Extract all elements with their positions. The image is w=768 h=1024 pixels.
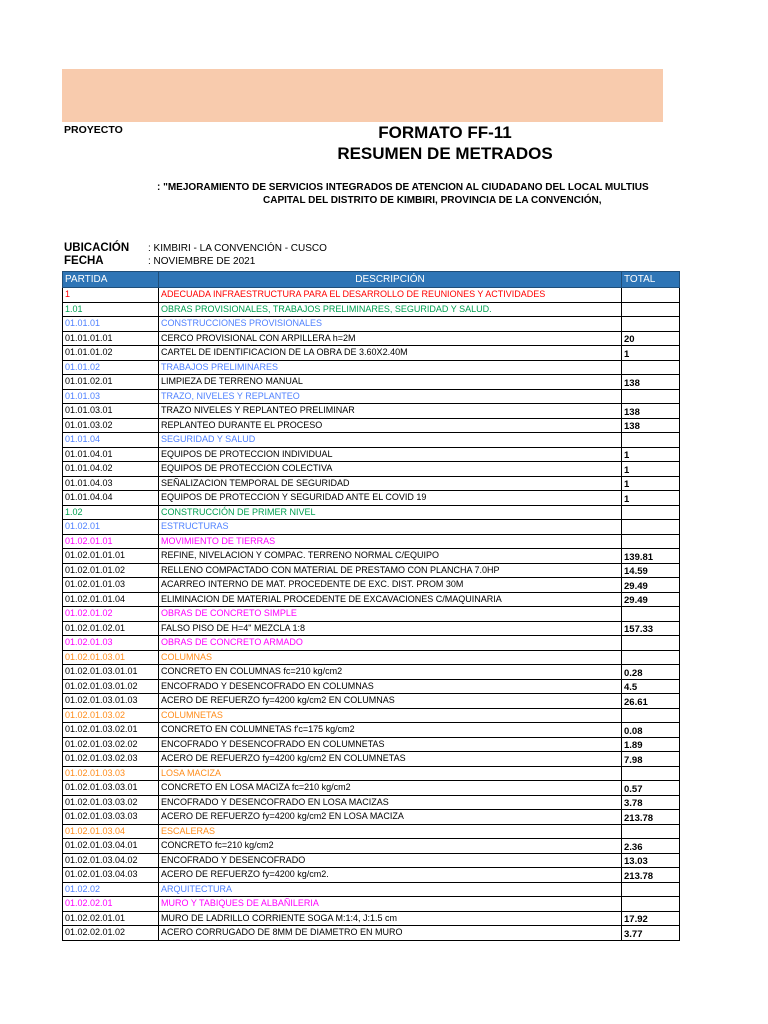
description-cell: REPLANTEO DURANTE EL PROCESO	[159, 418, 622, 433]
partida-cell: 01.02.01.03	[63, 636, 159, 651]
partida-cell: 01.02.01.03.02.01	[63, 723, 159, 738]
partida-cell: 01.02.01.03.01.03	[63, 694, 159, 709]
partida-cell: 01.01.01.02	[63, 346, 159, 361]
total-cell: 138	[622, 404, 680, 419]
table-row	[63, 694, 680, 709]
description-cell: ACERO DE REFUERZO fy=4200 kg/cm2.	[159, 868, 622, 883]
table-row	[63, 911, 680, 926]
total-cell	[622, 882, 680, 897]
metrados-table	[62, 271, 680, 941]
total-cell: 4.5	[622, 679, 680, 694]
partida-cell: 01.02.01.03.04	[63, 824, 159, 839]
description-cell: REFINE, NIVELACION Y COMPAC. TERRENO NORMAL C/EQUIPO	[159, 549, 622, 564]
partida-cell: 01.01.03.02	[63, 418, 159, 433]
total-cell: 157.33	[622, 621, 680, 636]
total-cell: 1	[622, 476, 680, 491]
header-banner	[62, 69, 663, 122]
table-row	[63, 868, 680, 883]
description-cell: SEÑALIZACION TEMPORAL DE SEGURIDAD	[159, 476, 622, 491]
table-row	[63, 839, 680, 854]
total-cell	[622, 607, 680, 622]
table-row	[63, 505, 680, 520]
partida-cell: 01.02.01.01.02	[63, 563, 159, 578]
table-row	[63, 621, 680, 636]
table-row	[63, 520, 680, 535]
description-cell: ESTRUCTURAS	[159, 520, 622, 535]
description-cell: ACERO DE REFUERZO fy=4200 kg/cm2 EN COLUMNETAS	[159, 752, 622, 767]
table-row	[63, 563, 680, 578]
description-cell: MURO DE LADRILLO CORRIENTE SOGA M:1:4, J:1.5 cm	[159, 911, 622, 926]
form-title: FORMATO FF-11	[378, 123, 512, 142]
description-cell: OBRAS DE CONCRETO SIMPLE	[159, 607, 622, 622]
description-cell: CONCRETO EN LOSA MACIZA fc=210 kg/cm2	[159, 781, 622, 796]
total-cell	[622, 302, 680, 317]
description-cell: CONSTRUCCIÓN DE PRIMER NIVEL	[159, 505, 622, 520]
table-row	[63, 433, 680, 448]
partida-cell: 01.01.04.04	[63, 491, 159, 506]
table-row	[63, 766, 680, 781]
total-cell	[622, 360, 680, 375]
table-row	[63, 679, 680, 694]
table-row	[63, 897, 680, 912]
total-cell: 213.78	[622, 810, 680, 825]
description-cell: CONCRETO fc=210 kg/cm2	[159, 839, 622, 854]
description-cell: ELIMINACION DE MATERIAL PROCEDENTE DE EXCAVACIONES C/MAQUINARIA	[159, 592, 622, 607]
description-cell: ENCOFRADO Y DESENCOFRADO	[159, 853, 622, 868]
table-row	[63, 317, 680, 332]
total-cell: 3.77	[622, 926, 680, 941]
project-name-line2: CAPITAL DEL DISTRITO DE KIMBIRI, PROVINCIA DE LA CONVENCIÓN,	[263, 195, 602, 206]
column-header-partida: PARTIDA	[63, 272, 159, 288]
table-row	[63, 723, 680, 738]
description-cell: ACERO DE REFUERZO fy=4200 kg/cm2 EN COLUMNAS	[159, 694, 622, 709]
total-cell: 138	[622, 375, 680, 390]
total-cell	[622, 505, 680, 520]
ubicacion-value: : KIMBIRI - LA CONVENCIÓN - CUSCO	[148, 243, 327, 254]
total-cell: 1.89	[622, 737, 680, 752]
table-body	[63, 288, 680, 941]
total-cell: 1	[622, 462, 680, 477]
table-row	[63, 462, 680, 477]
partida-cell: 01.02.01.02	[63, 607, 159, 622]
description-cell: CARTEL DE IDENTIFICACION DE LA OBRA DE 3.60X2.40M	[159, 346, 622, 361]
total-cell: 29.49	[622, 592, 680, 607]
description-cell: ESCALERAS	[159, 824, 622, 839]
table-row	[63, 331, 680, 346]
description-cell: SEGURIDAD Y SALUD	[159, 433, 622, 448]
partida-cell: 01.01.01.01	[63, 331, 159, 346]
table-row	[63, 882, 680, 897]
table-row	[63, 737, 680, 752]
description-cell: ACARREO INTERNO DE MAT. PROCEDENTE DE EXC. DIST. PROM 30M	[159, 578, 622, 593]
table-row	[63, 607, 680, 622]
partida-cell: 01.01.02	[63, 360, 159, 375]
partida-cell: 01.02.01.03.04.01	[63, 839, 159, 854]
table-row	[63, 592, 680, 607]
partida-cell: 01.02.02.01.01	[63, 911, 159, 926]
description-cell: MURO Y TABIQUES DE ALBAÑILERIA	[159, 897, 622, 912]
table-row	[63, 636, 680, 651]
table-row	[63, 665, 680, 680]
partida-cell: 01.02.01.03.02.02	[63, 737, 159, 752]
total-cell	[622, 650, 680, 665]
description-cell: CONCRETO EN COLUMNETAS f'c=175 kg/cm2	[159, 723, 622, 738]
total-cell: 1	[622, 346, 680, 361]
table-row	[63, 375, 680, 390]
partida-cell: 01.02.02.01.02	[63, 926, 159, 941]
total-cell	[622, 317, 680, 332]
partida-cell: 01.02.01.01	[63, 534, 159, 549]
partida-cell: 01.01.04.03	[63, 476, 159, 491]
partida-cell: 01.02.01.03.02	[63, 708, 159, 723]
description-cell: CONSTRUCCIONES PROVISIONALES	[159, 317, 622, 332]
partida-cell: 1	[63, 288, 159, 303]
total-cell: 213.78	[622, 868, 680, 883]
description-cell: COLUMNETAS	[159, 708, 622, 723]
partida-cell: 01.02.01.03.03.01	[63, 781, 159, 796]
partida-cell: 01.01.03	[63, 389, 159, 404]
partida-cell: 1.01	[63, 302, 159, 317]
description-cell: FALSO PISO DE H=4" MEZCLA 1:8	[159, 621, 622, 636]
table-row	[63, 650, 680, 665]
table-row	[63, 824, 680, 839]
partida-cell: 01.02.01.03.01.01	[63, 665, 159, 680]
table-row	[63, 476, 680, 491]
table-row	[63, 302, 680, 317]
table-row	[63, 795, 680, 810]
table-row	[63, 447, 680, 462]
total-cell: 138	[622, 418, 680, 433]
partida-cell: 1.02	[63, 505, 159, 520]
total-cell: 0.08	[622, 723, 680, 738]
table-row	[63, 853, 680, 868]
table-row	[63, 418, 680, 433]
column-header-total: TOTAL	[622, 272, 680, 288]
description-cell: COLUMNAS	[159, 650, 622, 665]
partida-cell: 01.02.02	[63, 882, 159, 897]
total-cell	[622, 520, 680, 535]
partida-cell: 01.02.02.01	[63, 897, 159, 912]
column-header-descripcion: DESCRIPCIÓN	[159, 272, 622, 288]
total-cell: 17.92	[622, 911, 680, 926]
description-cell: OBRAS PROVISIONALES, TRABAJOS PRELIMINARES, SEGURIDAD Y SALUD.	[159, 302, 622, 317]
description-cell: MOVIMIENTO DE TIERRAS	[159, 534, 622, 549]
total-cell: 20	[622, 331, 680, 346]
total-cell: 7.98	[622, 752, 680, 767]
total-cell	[622, 897, 680, 912]
table-row	[63, 926, 680, 941]
partida-cell: 01.02.01.03.03.02	[63, 795, 159, 810]
description-cell: TRAZO, NIVELES Y REPLANTEO	[159, 389, 622, 404]
description-cell: TRAZO NIVELES Y REPLANTEO PRELIMINAR	[159, 404, 622, 419]
description-cell: EQUIPOS DE PROTECCION INDIVIDUAL	[159, 447, 622, 462]
description-cell: RELLENO COMPACTADO CON MATERIAL DE PRESTAMO CON PLANCHA 7.0HP	[159, 563, 622, 578]
table-row	[63, 534, 680, 549]
table-row	[63, 549, 680, 564]
partida-cell: 01.02.01.01.01	[63, 549, 159, 564]
description-cell: CONCRETO EN COLUMNAS fc=210 kg/cm2	[159, 665, 622, 680]
total-cell	[622, 433, 680, 448]
description-cell: OBRAS DE CONCRETO ARMADO	[159, 636, 622, 651]
description-cell: CERCO PROVISIONAL CON ARPILLERA h=2M	[159, 331, 622, 346]
description-cell: ENCOFRADO Y DESENCOFRADO EN LOSA MACIZAS	[159, 795, 622, 810]
total-cell	[622, 766, 680, 781]
total-cell: 1	[622, 447, 680, 462]
partida-cell: 01.02.01.01.04	[63, 592, 159, 607]
table-row	[63, 389, 680, 404]
total-cell	[622, 534, 680, 549]
total-cell: 29.49	[622, 578, 680, 593]
total-cell: 139.81	[622, 549, 680, 564]
table-row	[63, 360, 680, 375]
partida-cell: 01.01.04.01	[63, 447, 159, 462]
total-cell: 13.03	[622, 853, 680, 868]
partida-cell: 01.02.01.03.03.03	[63, 810, 159, 825]
description-cell: ACERO CORRUGADO DE 8MM DE DIAMETRO EN MURO	[159, 926, 622, 941]
total-cell	[622, 389, 680, 404]
description-cell: EQUIPOS DE PROTECCION Y SEGURIDAD ANTE EL COVID 19	[159, 491, 622, 506]
partida-cell: 01.02.01.03.04.02	[63, 853, 159, 868]
description-cell: ARQUITECTURA	[159, 882, 622, 897]
partida-cell: 01.01.04	[63, 433, 159, 448]
description-cell: ACERO DE REFUERZO fy=4200 kg/cm2 EN LOSA MACIZA	[159, 810, 622, 825]
partida-cell: 01.02.01.03.01.02	[63, 679, 159, 694]
description-cell: ADECUADA INFRAESTRUCTURA PARA EL DESARROLLO DE REUNIONES Y ACTIVIDADES	[159, 288, 622, 303]
total-cell	[622, 636, 680, 651]
description-cell: ENCOFRADO Y DESENCOFRADO EN COLUMNAS	[159, 679, 622, 694]
partida-cell: 01.01.04.02	[63, 462, 159, 477]
total-cell: 26.61	[622, 694, 680, 709]
table-row	[63, 810, 680, 825]
table-row	[63, 781, 680, 796]
total-cell	[622, 708, 680, 723]
total-cell: 0.28	[622, 665, 680, 680]
fecha-value: : NOVIEMBRE DE 2021	[148, 256, 256, 267]
proyecto-label: PROYECTO	[64, 124, 123, 136]
table-row	[63, 404, 680, 419]
partida-cell: 01.01.03.01	[63, 404, 159, 419]
table-row	[63, 578, 680, 593]
table-header-row	[63, 272, 680, 288]
description-cell: LIMPIEZA DE TERRENO MANUAL	[159, 375, 622, 390]
total-cell: 14.59	[622, 563, 680, 578]
fecha-label: FECHA	[64, 255, 104, 267]
description-cell: LOSA MACIZA	[159, 766, 622, 781]
description-cell: ENCOFRADO Y DESENCOFRADO EN COLUMNETAS	[159, 737, 622, 752]
partida-cell: 01.02.01.01.03	[63, 578, 159, 593]
partida-cell: 01.02.01	[63, 520, 159, 535]
table-row	[63, 491, 680, 506]
partida-cell: 01.02.01.03.04.03	[63, 868, 159, 883]
table-row	[63, 752, 680, 767]
table-row	[63, 346, 680, 361]
total-cell: 2.36	[622, 839, 680, 854]
partida-cell: 01.02.01.03.01	[63, 650, 159, 665]
project-name-line1: : "MEJORAMIENTO DE SERVICIOS INTEGRADOS DE ATENCIÓN AL CIUDADANO DEL LOCAL MULTIUS	[157, 182, 649, 193]
partida-cell: 01.02.01.03.03	[63, 766, 159, 781]
table-row	[63, 708, 680, 723]
total-cell: 0.57	[622, 781, 680, 796]
description-cell: EQUIPOS DE PROTECCION COLECTIVA	[159, 462, 622, 477]
partida-cell: 01.02.01.02.01	[63, 621, 159, 636]
partida-cell: 01.01.02.01	[63, 375, 159, 390]
partida-cell: 01.02.01.03.02.03	[63, 752, 159, 767]
total-cell	[622, 288, 680, 303]
ubicacion-label: UBICACIÓN	[64, 242, 130, 254]
partida-cell: 01.01.01	[63, 317, 159, 332]
form-subtitle: RESUMEN DE METRADOS	[337, 144, 553, 163]
table-row	[63, 288, 680, 303]
description-cell: TRABAJOS PRELIMINARES	[159, 360, 622, 375]
total-cell: 3.78	[622, 795, 680, 810]
total-cell	[622, 824, 680, 839]
total-cell: 1	[622, 491, 680, 506]
